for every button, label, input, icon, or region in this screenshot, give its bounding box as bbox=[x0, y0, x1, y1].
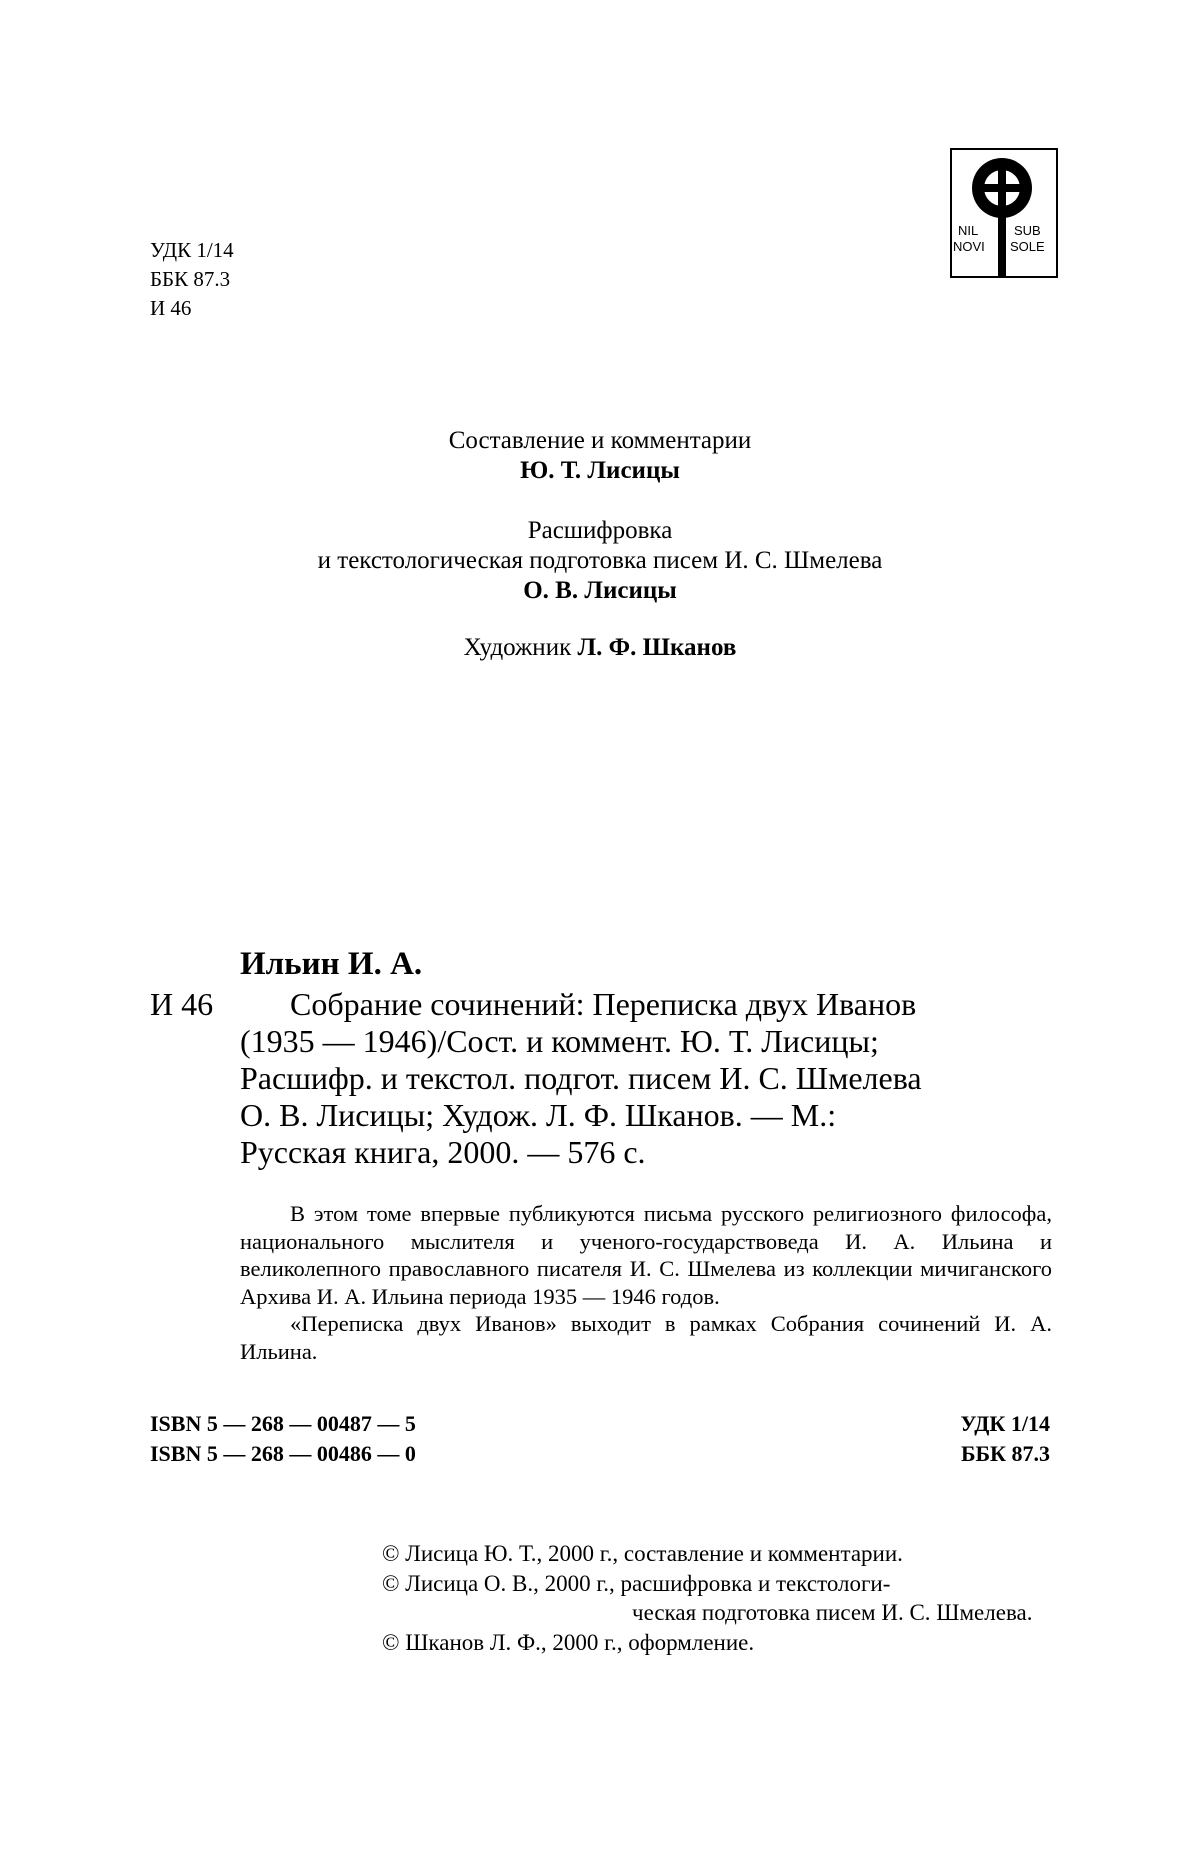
isbn-row-2 bbox=[150, 1441, 1050, 1467]
compilation-name: Ю. Т. Лисицы bbox=[520, 457, 680, 484]
decoding-label-line-1: Расшифровка bbox=[527, 517, 673, 544]
catalog-index-code: И 46 bbox=[150, 986, 214, 1022]
description-line: Собрание сочинений: Переписка двух Иванов bbox=[290, 986, 917, 1022]
artist-credit bbox=[0, 633, 1200, 663]
annotation-paragraph-1: В этом томе впервые публикуются письма русского религиозного философа, национального мыслителя и ученого-государствоведа И. А. Ильина и великолепного православного писателя И. С. Шмелева из коллекции мичиганского Архива И. А. Ильина периода 1935 — 1946 годов. bbox=[240, 1201, 1052, 1309]
annotation-paragraph-2: «Переписка двух Иванов» выходит в рамках Собрания сочинений И. А. Ильина. bbox=[240, 1311, 1052, 1364]
isbn-row-1 bbox=[150, 1411, 1050, 1437]
copyright-line: © Лисица Ю. Т., 2000 г., составление и комментарии. bbox=[382, 1541, 903, 1566]
publisher-logo bbox=[950, 148, 1058, 278]
copyright-line-continuation: ческая подготовка писем И. С. Шмелева. bbox=[632, 1600, 1033, 1625]
udk-code: УДК 1/14 bbox=[150, 238, 234, 262]
copyright-block bbox=[382, 1539, 1054, 1657]
catalog-bbk: ББК 87.3 bbox=[960, 1441, 1050, 1466]
artist-name: Л. Ф. Шканов bbox=[577, 634, 737, 661]
credits-block bbox=[0, 426, 1200, 663]
description-line: (1935 — 1946)/Сост. и коммент. Ю. Т. Лисицы; bbox=[240, 1023, 879, 1059]
bbk-code: ББК 87.3 bbox=[150, 267, 231, 291]
description-line: Расшифр. и текстол. подгот. писем И. С. Шмелева bbox=[240, 1060, 922, 1096]
catalog-udk: УДК 1/14 bbox=[960, 1411, 1050, 1436]
logo-text-novi: NOVI bbox=[953, 239, 985, 254]
artist-label: Художник bbox=[463, 634, 572, 661]
copyright-line: © Шканов Л. Ф., 2000 г., оформление. bbox=[382, 1629, 755, 1655]
description-line: Русская книга, 2000. — 576 с. bbox=[240, 1134, 646, 1170]
cross-sun-emblem-icon bbox=[952, 150, 1056, 276]
isbn-2: ISBN 5 — 268 — 00486 — 0 bbox=[150, 1441, 416, 1466]
logo-text-sole: SOLE bbox=[1010, 239, 1045, 254]
decoding-label-line-2: и текстологическая подготовка писем И. С. Шмелева bbox=[317, 547, 883, 574]
copyright-line: © Лисица О. В., 2000 г., расшифровка и текстологи- bbox=[382, 1570, 891, 1596]
logo-text-sub: SUB bbox=[1014, 223, 1041, 238]
annotation bbox=[240, 1200, 1052, 1365]
isbn-1: ISBN 5 — 268 — 00487 — 5 bbox=[150, 1411, 416, 1436]
classification-codes bbox=[150, 236, 234, 323]
logo-text-nil: NIL bbox=[958, 223, 979, 238]
decoding-name: О. В. Лисицы bbox=[523, 577, 677, 604]
description-line: О. В. Лисицы; Худож. Л. Ф. Шканов. — М.: bbox=[240, 1097, 837, 1133]
catalog-author: Ильин И. А. bbox=[240, 946, 423, 982]
author-index-code: И 46 bbox=[150, 296, 192, 320]
compilation-label: Составление и комментарии bbox=[448, 427, 752, 454]
bibliographic-description bbox=[240, 986, 1040, 1171]
